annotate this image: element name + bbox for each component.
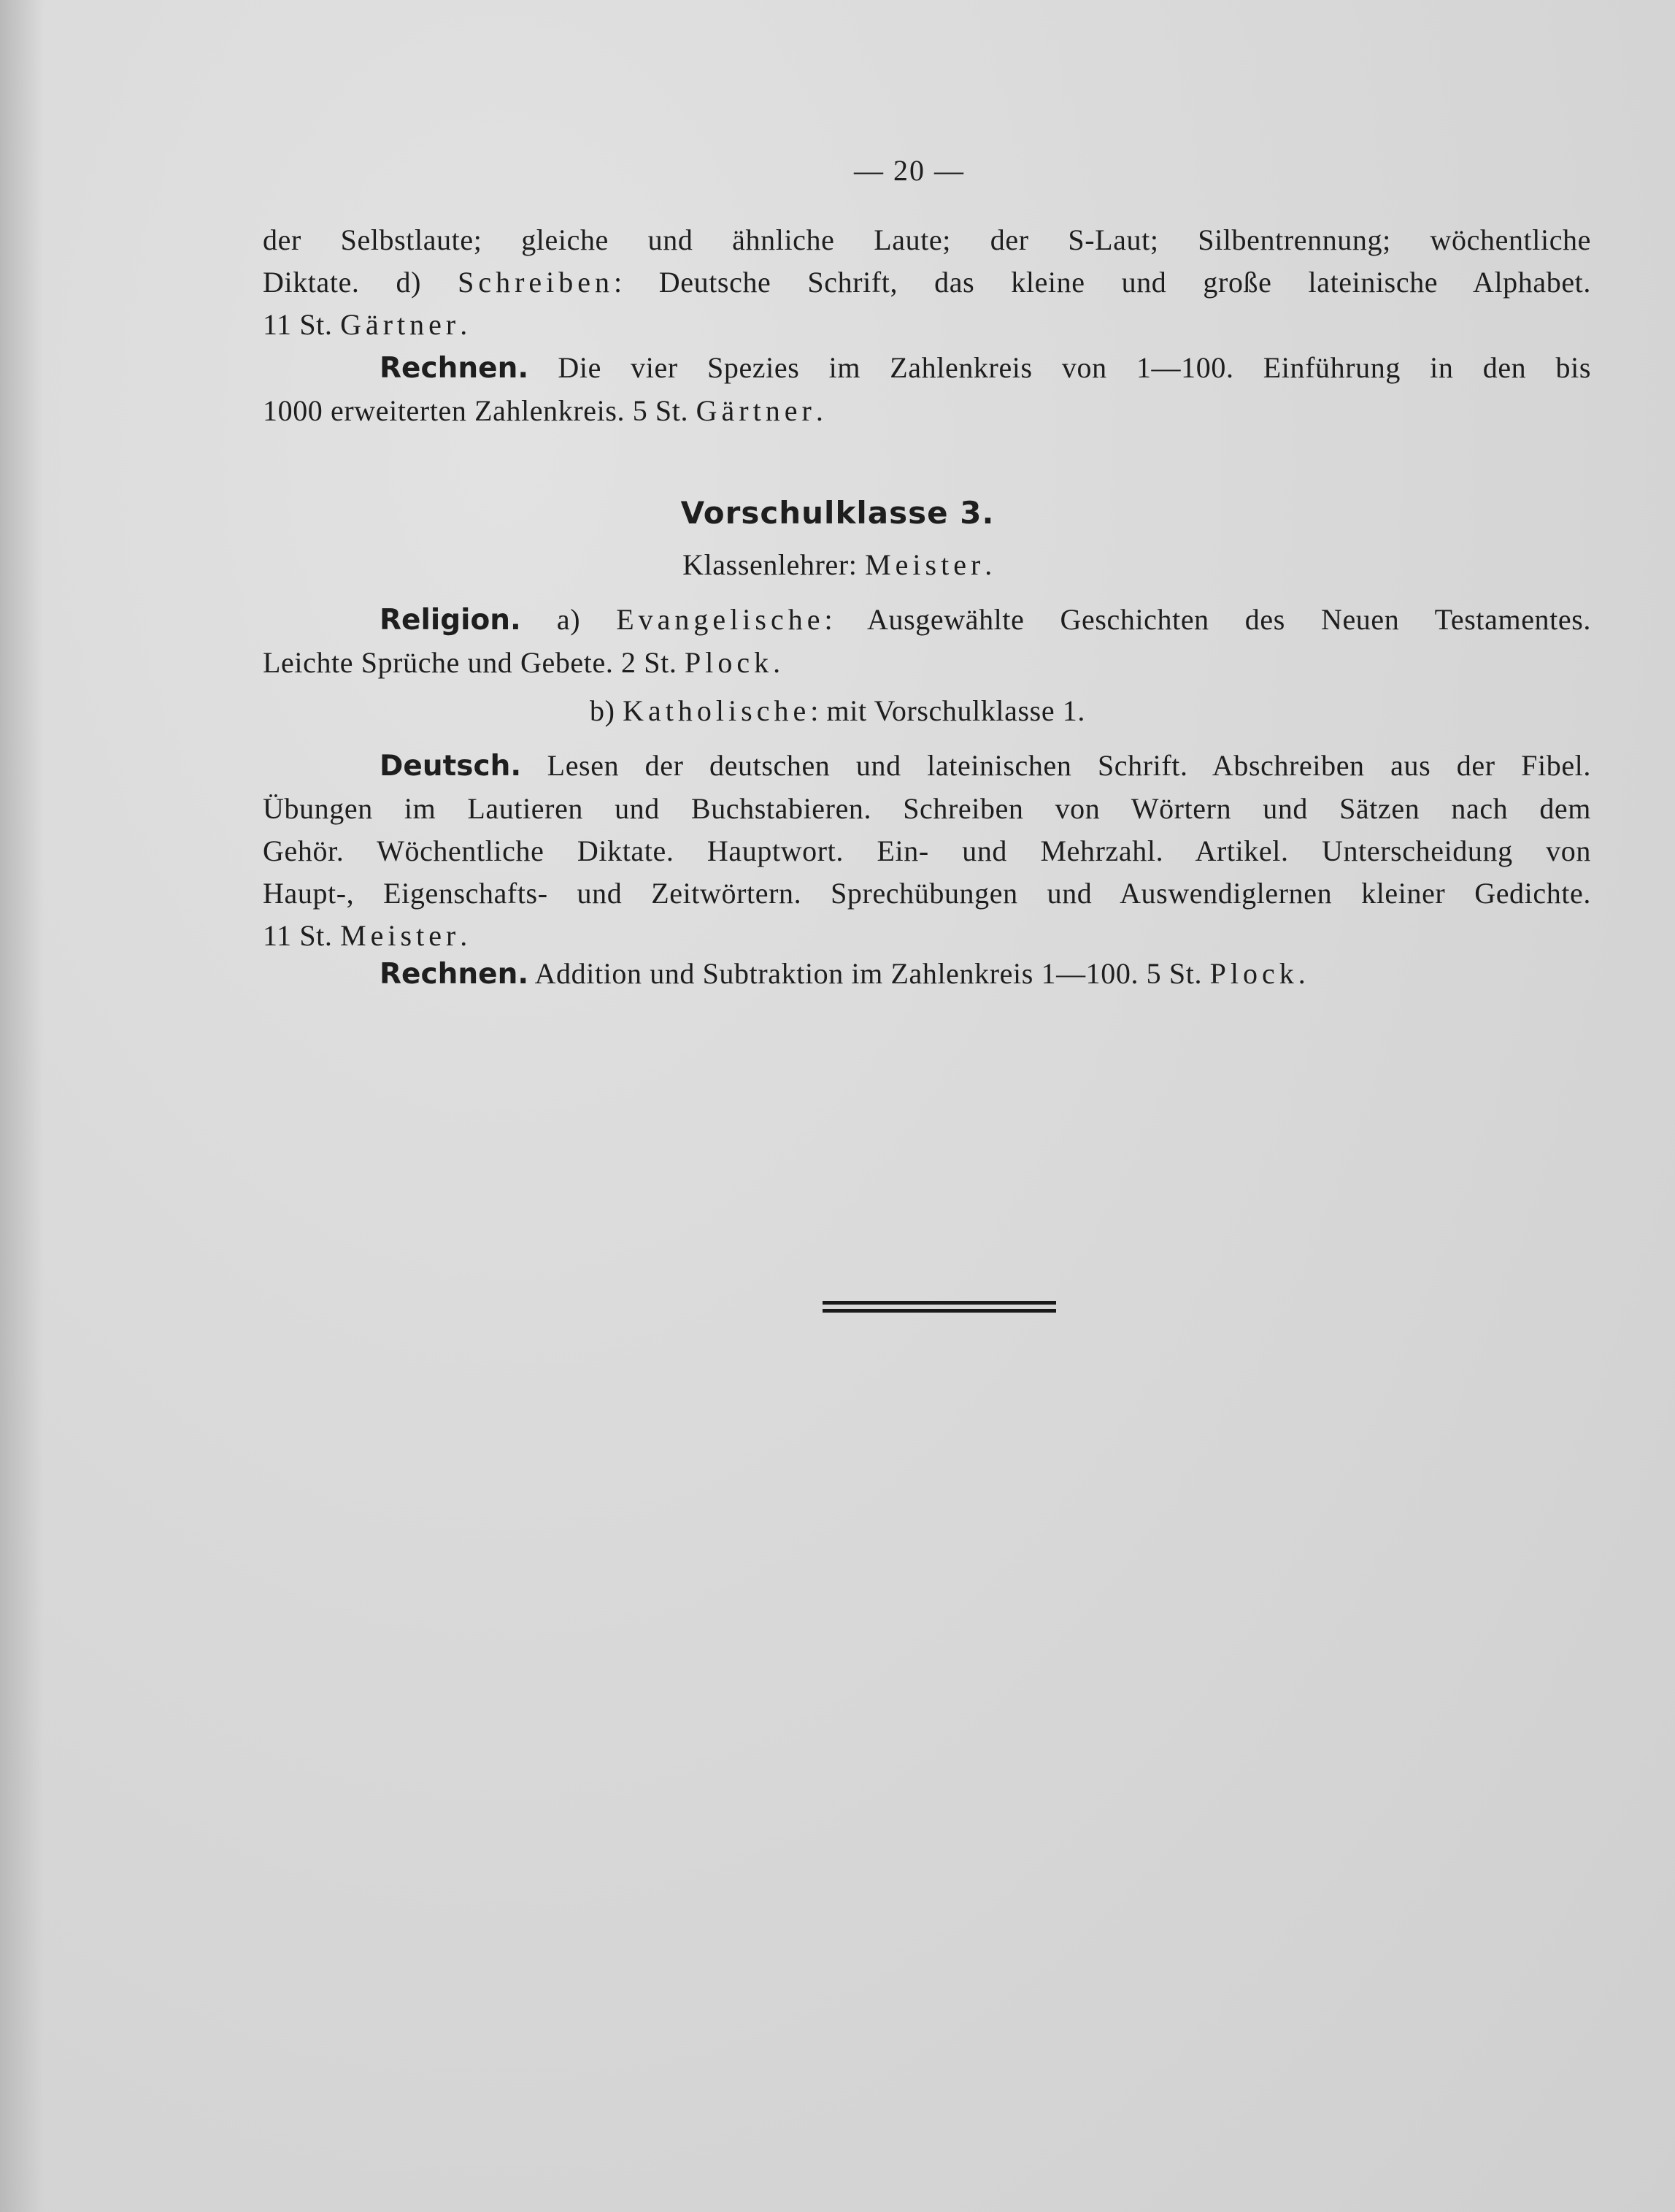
text-segment: : mit Vorschulklasse 1.	[810, 694, 1085, 727]
continuation-paragraph	[263, 219, 1591, 346]
text-segment: : Deutsche Schrift, das kleine und große lateinische Alphabet.	[614, 266, 1591, 299]
subject-label: Rechnen.	[380, 352, 529, 385]
page-edge-shadow	[0, 0, 44, 2212]
text-line	[263, 390, 1591, 432]
text-segment: b)	[590, 694, 623, 727]
text-segment: Lesen der deutschen und lateinischen Schrift. Abschreiben aus der Fibel.	[521, 749, 1591, 782]
text-line	[263, 261, 1591, 304]
rechnen-paragraph-1	[263, 347, 1591, 432]
text-line	[263, 304, 1591, 346]
text-segment: Die vier Spezies im Zahlenkreis von 1—100. Einführung in den bis	[528, 351, 1591, 384]
text-segment: : Ausgewählte Geschichten des Neuen Testamentes.	[824, 603, 1591, 636]
text-line	[263, 347, 1591, 390]
text-segment: .	[460, 308, 468, 341]
class-teacher-line	[0, 548, 1675, 582]
text-segment: Leichte Sprüche und Gebete. 2 St.	[263, 646, 685, 679]
subject-label: Deutsch.	[380, 750, 522, 783]
page-number: — 20 —	[854, 154, 965, 187]
text-segment: Diktate. d)	[263, 266, 458, 299]
text-line	[263, 953, 1591, 996]
text-line	[263, 915, 1591, 957]
text-line: Haupt-, Eigenschafts- und Zeitwörtern. Sprechübungen und Auswendiglernen kleiner Gedichte.	[263, 877, 1591, 910]
text-segment: Klassenlehrer:	[682, 548, 866, 581]
text-segment: a)	[520, 603, 617, 636]
text-line: der Selbstlaute; gleiche und ähnliche Laute; der S-Laut; Silbentrennung; wöchentliche	[263, 223, 1591, 256]
teacher-name: Plock	[685, 646, 774, 679]
text-line: Übungen im Lautieren und Buchstabieren. Schreiben von Wörtern und Sätzen nach dem	[263, 792, 1591, 825]
subject-label: Religion.	[380, 604, 521, 637]
text-segment: .	[460, 919, 468, 952]
text-line: Gehör. Wöchentliche Diktate. Hauptwort. Ein- und Mehrzahl. Artikel. Unterscheidung von	[263, 834, 1591, 867]
deutsch-paragraph	[263, 745, 1591, 957]
teacher-name: Meister	[340, 919, 461, 952]
religion-catholic-line	[0, 694, 1675, 728]
double-rule-bottom	[823, 1309, 1056, 1313]
text-segment: Addition und Subtraktion im Zahlenkreis 1—100. 5 St.	[528, 957, 1210, 990]
rechnen-paragraph-2	[263, 953, 1591, 996]
religion-paragraph	[263, 599, 1591, 684]
spaced-term: Katholische	[623, 694, 811, 727]
spaced-term: Schreiben	[458, 266, 615, 299]
text-line	[263, 599, 1591, 642]
text-segment: .	[773, 646, 781, 679]
text-segment: .	[815, 394, 824, 427]
teacher-name: Plock	[1209, 957, 1298, 990]
text-segment: 11 St.	[263, 919, 341, 952]
text-segment: 1000 erweiterten Zahlenkreis. 5 St.	[263, 394, 696, 427]
teacher-name: Gärtner	[340, 308, 461, 341]
section-title: Vorschulklasse 3.	[680, 495, 995, 531]
teacher-name: Gärtner	[696, 394, 816, 427]
subject-label: Rechnen.	[380, 958, 529, 991]
text-line	[263, 642, 1591, 684]
text-line	[263, 745, 1591, 788]
text-segment: .	[985, 548, 993, 581]
teacher-name: Meister	[865, 548, 985, 581]
text-segment: 11 St.	[263, 308, 341, 341]
text-segment: .	[1298, 957, 1306, 990]
double-rule-top	[823, 1301, 1056, 1305]
spaced-term: Evangelische	[616, 603, 825, 636]
